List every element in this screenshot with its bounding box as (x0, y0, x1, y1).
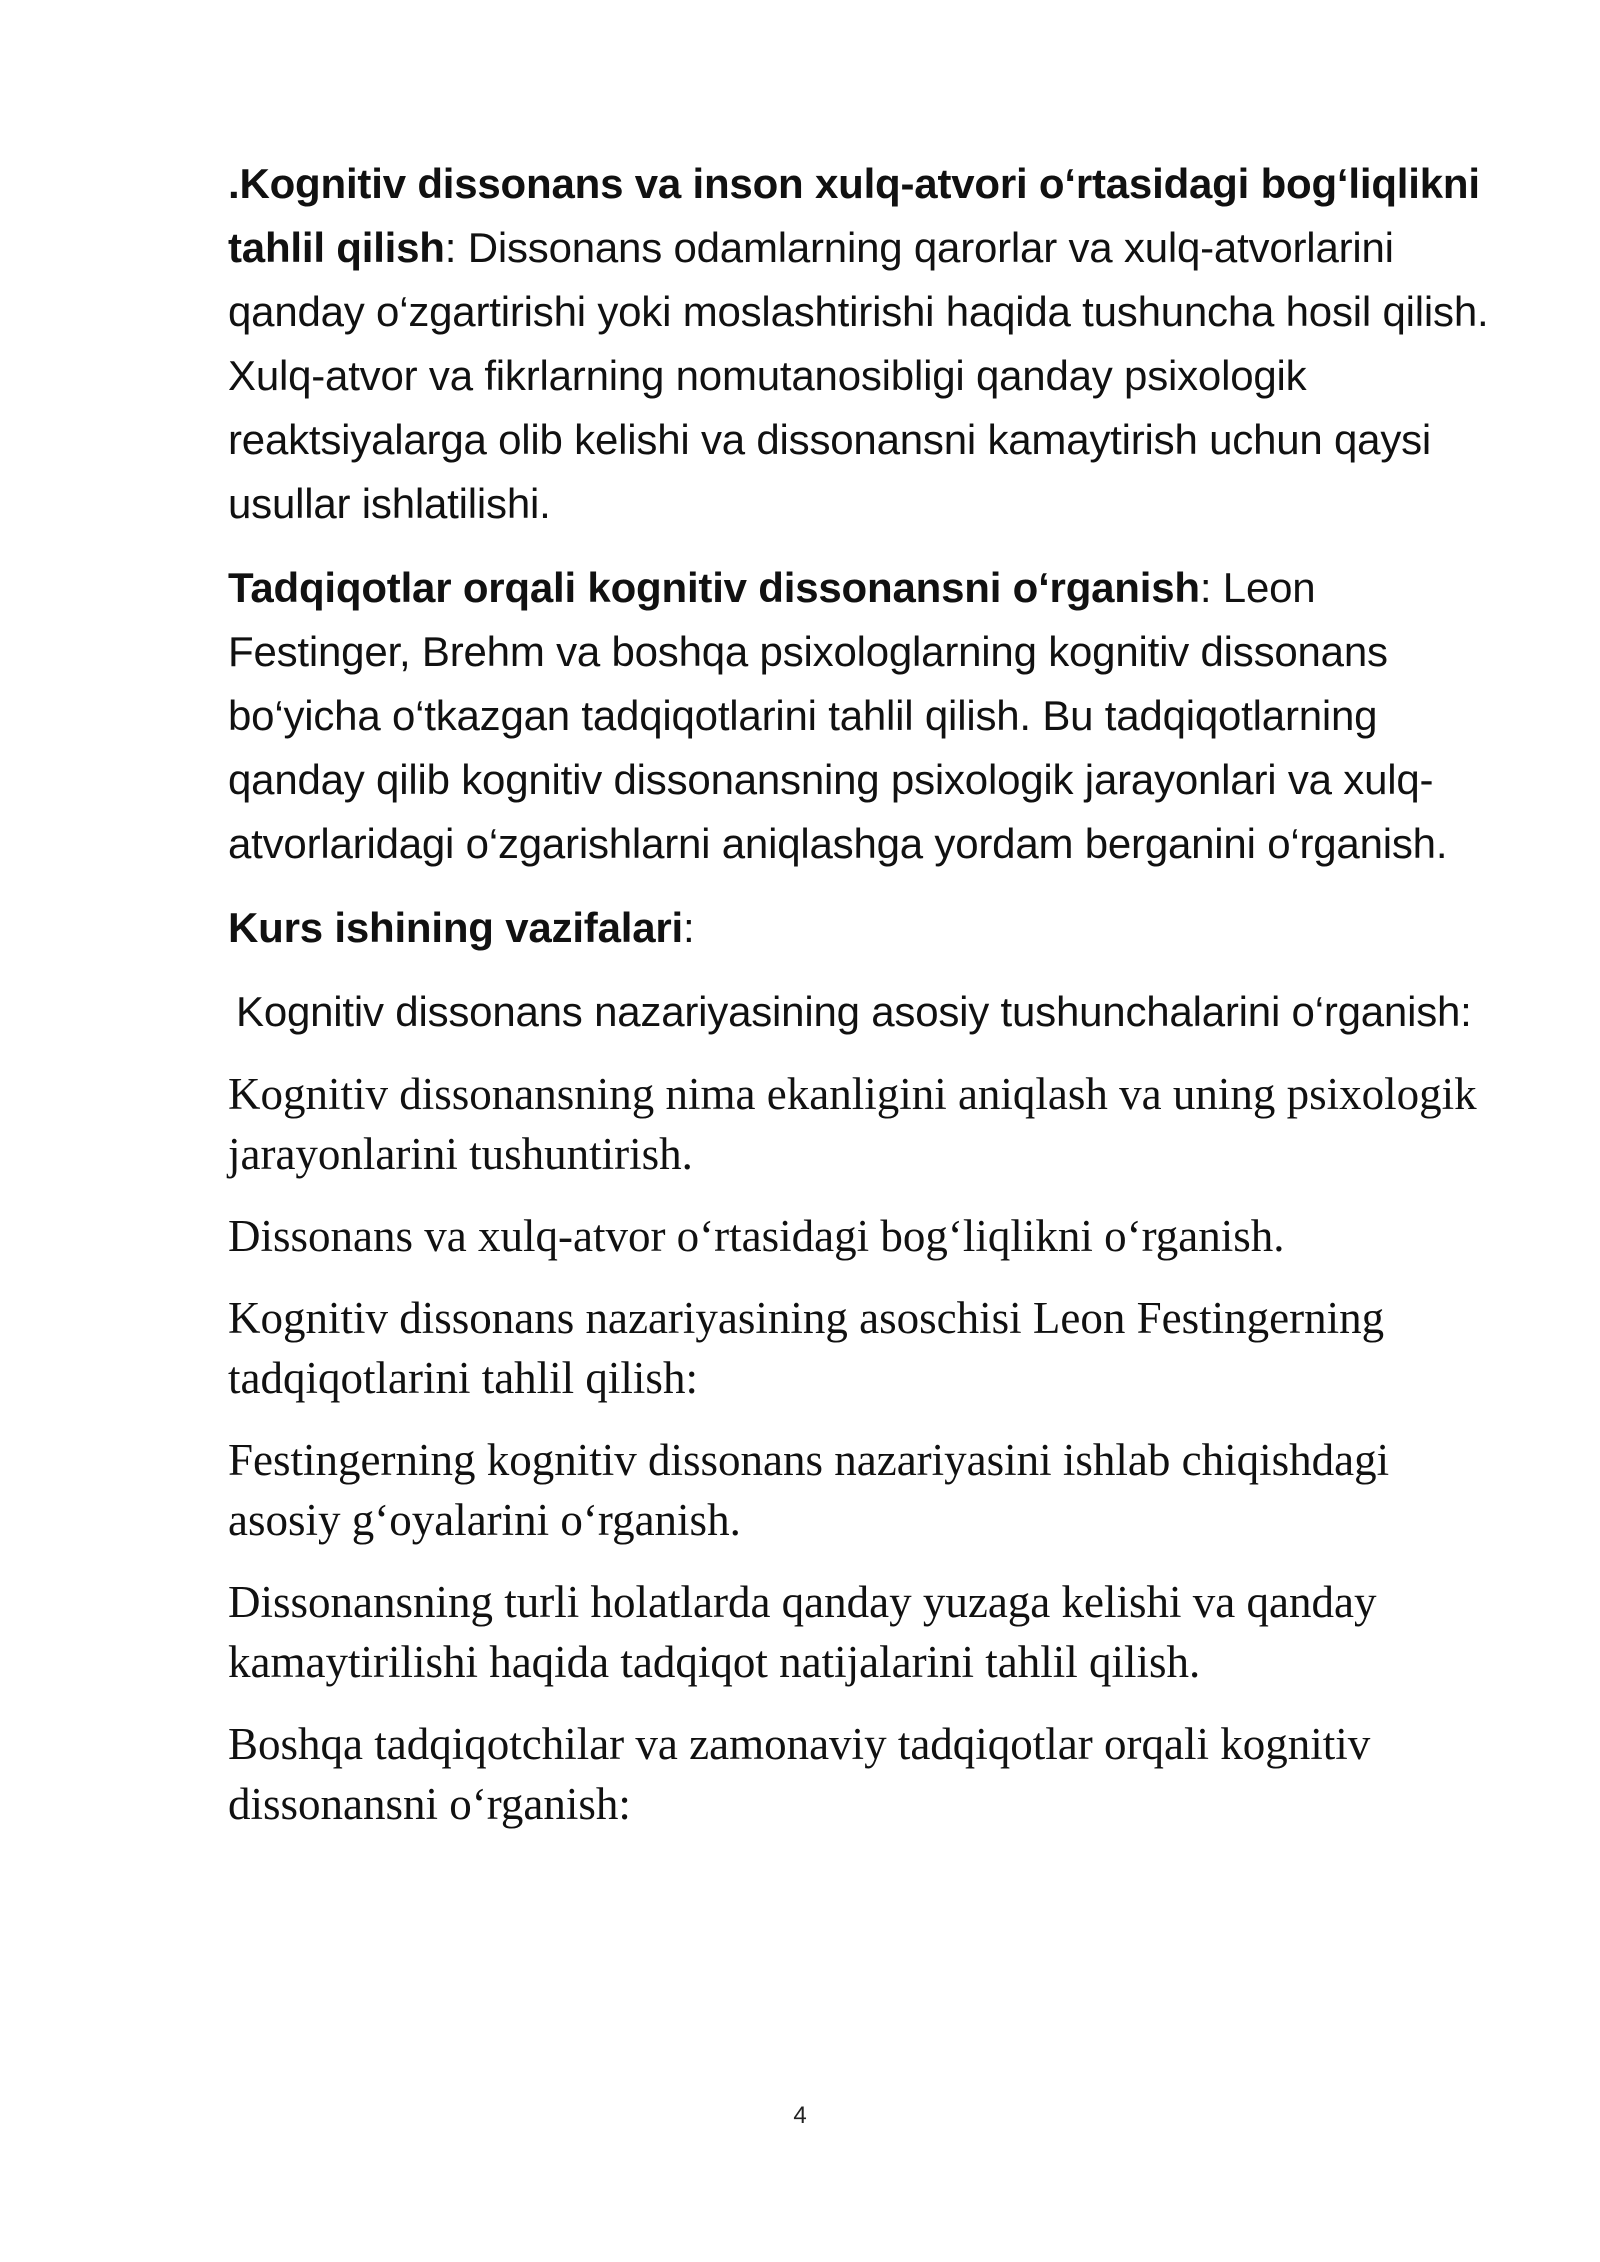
paragraph-research-text: : Leon Festinger, Brehm va boshqa psixologlarning kognitiv dissonans bo‘yicha o‘tkazgan tadqiqotlarini tahlil qilish. Bu tadqiqotlarning qanday qilib kognitiv dissonansning psixologik jarayonlari va xulq-atvorlaridagi o‘zgarishlarni aniqlashga yordam berganini o‘rganish. (228, 564, 1448, 867)
paragraph-task-1: Kognitiv dissonans nazariyasining asosiy tushunchalarini o‘rganish: (236, 988, 1472, 1035)
page-body (228, 152, 1508, 1856)
paragraph-task-6: Dissonansning turli holatlarda qanday yuzaga kelishi va qanday kamaytirilishi haqida tadqiqot natijalarini tahlil qilish. (228, 1577, 1377, 1687)
paragraph-research-heading: Tadqiqotlar orqali kognitiv dissonansni o‘rganish (228, 564, 1200, 611)
paragraph-analysis (228, 152, 1508, 536)
paragraph-tasks-heading (228, 896, 1508, 960)
paragraph-analysis-heading: .Kognitiv dissonans va inson xulq-atvori o‘rtasidagi bog‘liqlikni tahlil qilish (228, 160, 1480, 271)
paragraph-task-3: Dissonans va xulq-atvor o‘rtasidagi bog‘liqlikni o‘rganish. (228, 1211, 1285, 1261)
paragraph-research (228, 556, 1508, 876)
paragraph-analysis-text: : Dissonans odamlarning qarorlar va xulq-atvorlarini qanday o‘zgartirishi yoki moslashtirishi haqida tushuncha hosil qilish. Xulq-atvor va fikrlarning nomutanosibligi qanday psixologik reaktsiyalarga olib kelishi va dissonansni kamaytirish uchun qaysi usullar ishlatilishi. (228, 224, 1489, 527)
tasks-heading-colon: : (683, 904, 695, 951)
page-number: 4 (793, 2102, 807, 2129)
tasks-heading: Kurs ishining vazifalari (228, 904, 683, 951)
paragraph-task-4: Kognitiv dissonans nazariyasining asoschisi Leon Festingerning tadqiqotlarini tahlil qilish: (228, 1293, 1385, 1403)
paragraph-task-5: Festingerning kognitiv dissonans nazariyasini ishlab chiqishdagi asosiy g‘oyalarini o‘rganish. (228, 1435, 1390, 1545)
paragraph-task-2: Kognitiv dissonansning nima ekanligini aniqlash va uning psixologik jarayonlarini tushuntirish. (228, 1069, 1477, 1179)
paragraph-task-7: Boshqa tadqiqotchilar va zamonaviy tadqiqotlar orqali kognitiv dissonansni o‘rganish: (228, 1719, 1371, 1829)
